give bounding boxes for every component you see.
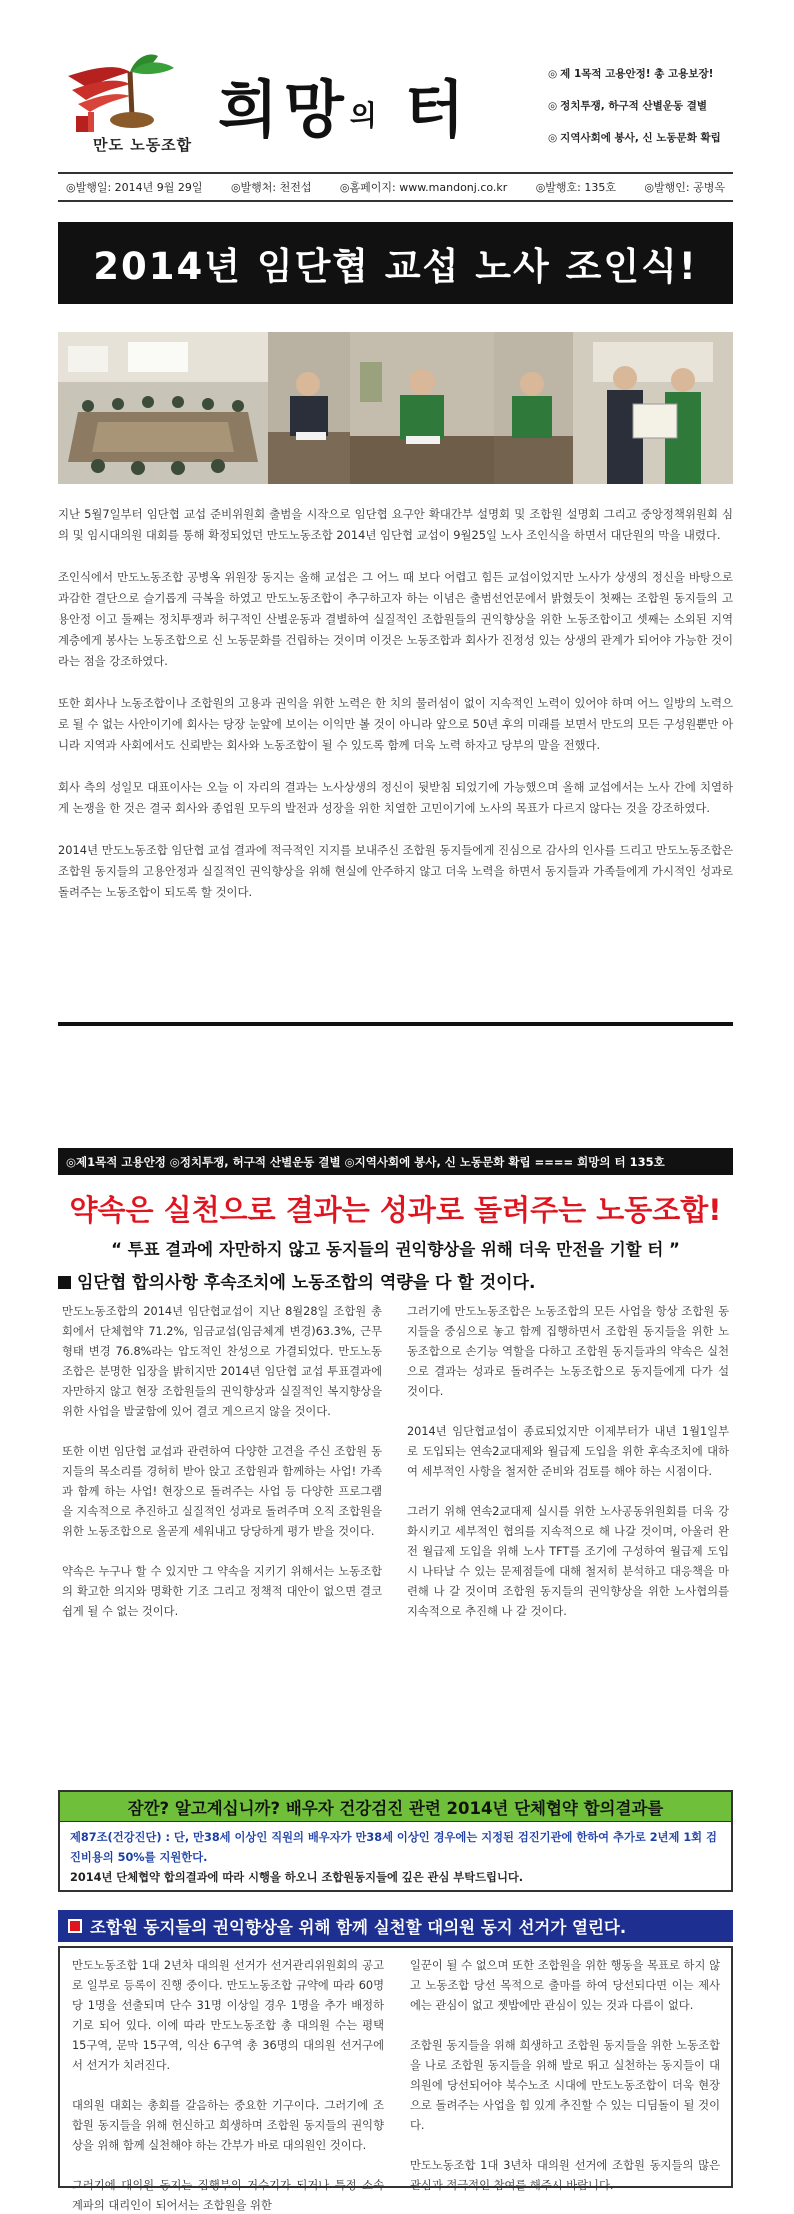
page2-subheadline: “ 투표 결과에 자만하지 않고 동지들의 권익향상을 위해 더욱 만전을 기할 터 ”	[111, 1240, 680, 1259]
motto-item: ◎ 지역사회에 봉사, 신 노동문화 확립	[548, 130, 738, 145]
election-left-column	[72, 1956, 384, 2214]
homepage-link[interactable]: ◎홈페이지: www.mandonj.co.kr	[339, 181, 508, 194]
photo-signing-2	[350, 332, 494, 484]
square-bullet-icon	[58, 1276, 71, 1289]
page1-bottom-rule	[58, 1022, 733, 1026]
photo-signing-3	[494, 332, 573, 484]
page2-top-banner: ◎제1목적 고용안정 ◎정치투쟁, 허구적 산별운동 결별 ◎지역사회에 봉사, 신 노동문화 확립 ==== 희망의 터 135호	[58, 1148, 733, 1175]
article-paragraph: 그러기 위해 연속2교대제 실시를 위한 노사공동위원회를 더욱 강화시키고 세부적인 협의를 지속적으로 해 나갈 것이며, 아울러 완전 월급제 도입을 위해 노사 TFT를 조기에 구성하여 월급제 도입 시 나타날 수 있는 문제점들에 대해 철저히 분석하고 대응책을 마련해 나 갈 것이며 조합원 동지들의 권익향상을 위한 노사협의를 지속적으로 추진해 나 갈 것이다.	[407, 1505, 729, 1618]
article-paragraph: 대의원 대회는 총회를 갈음하는 중요한 기구이다. 그러기에 조합원 동지들을 위해 헌신하고 희생하며 조합원 동지들의 권익향상을 위해 함께 실천해야 하는 간부가 바로 대의원인 것이다.	[72, 2099, 384, 2152]
publication-info-bar	[58, 172, 733, 202]
issue-number: ◎발행호: 135호	[535, 181, 617, 194]
article-paragraph: 그러기에 만도노동조합은 노동조합의 모든 사업을 항상 조합원 동지들을 중심으로 놓고 함께 집행하면서 조합원 동지들을 위한 노동조합으로 손기능 역할을 다하고 조합원 동지들과의 약속은 실천으로 결과는 성과로 돌려주는 노동조합으로 동지들에게 다가 설 것이다.	[407, 1305, 729, 1398]
editor: ◎발행인: 공병옥	[644, 181, 725, 194]
masthead	[58, 38, 733, 160]
election-right-column	[410, 1956, 720, 2214]
election-banner: 조합원 동지들의 권익향상을 위해 함께 실천할 대의원 동지 선거가 열린다.	[58, 1910, 733, 1942]
checkbox-icon	[68, 1919, 82, 1933]
article-paragraph: 2014년 임단협교섭이 종료되었지만 이제부터가 내년 1월1일부로 도입되는 연속2교대제와 월급제 도입을 위한 후속조치에 대하여 세부적인 사항을 철저한 준비와 검토를 해야 하는 시점이다.	[407, 1425, 729, 1478]
photo-signing-1	[268, 332, 350, 484]
page1-article	[58, 504, 733, 924]
page1-headline: 2014년 임단협 교섭 노사 조인식!	[58, 222, 733, 304]
article-left-column	[62, 1302, 382, 1642]
article-paragraph: 회사 측의 성일모 대표이사는 오늘 이 자리의 결과는 노사상생의 정신이 뒷받침 되었기에 가능했으며 올해 교섭에서는 노사 간에 치열하게 논쟁을 한 것은 결국 회사와 종업원 모두의 발전과 성장을 위한 치열한 고민이기에 노사의 목표가 다르지 않다는 것을 강조하였다.	[58, 780, 733, 815]
article-right-column	[407, 1302, 729, 1642]
publisher: ◎발행처: 천전섭	[230, 181, 312, 194]
ceremony-photos	[58, 332, 733, 484]
article-paragraph: 일꾼이 될 수 없으며 또한 조합원을 위한 행동을 목표로 하지 않고 노동조합 당선 목적으로 출마를 하여 당선되다면 이는 제사에는 관심이 없고 젯밥에만 관심이 있는 것과 다름이 없다.	[410, 1959, 720, 2012]
article-paragraph: 만도노동조합의 2014년 임단협교섭이 지난 8월28일 조합원 총회에서 단체협약 71.2%, 임금교섭(임금체계 변경)63.3%, 근무형태 변경 76.8%라는 압도적인 찬성으로 가결되었다. 만도노동조합은 분명한 입장을 밝히지만 2014년 임단협 교섭 투표결과에 자만하지 않고 현장 조합원들의 권익향상과 실질적인 복지향상을 위한 사업을 발굴함에 있어 결코 게으르지 않을 것이다.	[62, 1305, 382, 1418]
newsletter-title: 희망의 터	[218, 73, 471, 146]
notice-clause: 제87조(건강진단) : 단, 만38세 이상인 직원의 배우자가 만38세 이상인 경우에는 지정된 검진기관에 한하여 추가로 2년제 1회 검진비용의 50%를 지원한다.	[70, 1831, 717, 1864]
article-paragraph: 조인식에서 만도노동조합 공병옥 위원장 동지는 올해 교섭은 그 어느 때 보다 어렵고 힘든 교섭이었지만 노사가 상생의 정신을 바탕으로 과감한 결단으로 슬기롭게 극복을 하였고 만도노동조합이 추구하고자 하는 이념은 출범선언문에서 밝혔듯이 첫째는 조합원 동지들의 고용안정 이고 둘째는 정치투쟁과 허구적인 산별운동과 결별하여 실질적인 조합원들의 권익향상을 위한 노동조합이고 셋째는 소외된 지역계층에게 봉사는 노동조합으로 신 노동문화를 건립하는 것이며 이것은 노동조합과 회사가 진정성 있는 상생의 관계가 되어야 가능한 것이라는 점을 강조하였다.	[58, 570, 733, 668]
article-paragraph: 그러기에 대의원 동지는 집행부의 거수기가 되거나 특정 소속 계파의 대리인이 되어서는 조합원을 위한	[72, 2179, 384, 2212]
article-paragraph: 지난 5월7일부터 임단협 교섭 준비위원회 출범을 시작으로 임단협 요구안 확대간부 설명회 및 조합원 설명회 그리고 중앙정책위원회 심의 및 임시대의원 대회를 통해 확정되었던 만도노동조합 2014년 임단협 교섭이 9월25일 노사 조인식을 하면서 대단원의 막을 내렸다.	[58, 507, 733, 542]
notice-title: 잠깐? 알고계십니까? 배우자 건강검진 관련 2014년 단체협약 합의결과를	[60, 1792, 731, 1822]
article-paragraph: 약속은 누구나 할 수 있지만 그 약속을 지키기 위해서는 노동조합의 확고한 의지와 명확한 기조 그리고 정책적 대안이 없으면 결코 쉽게 될 수 없는 것이다.	[62, 1565, 382, 1618]
article-paragraph: 또한 회사나 노동조합이나 조합원의 고용과 권익을 위한 노력은 한 치의 물러섬이 없이 지속적인 노력이 있어야 하며 어느 일방의 노력으로 될 수 없는 사안이기에 회사는 당장 눈앞에 보이는 이익만 볼 것이 아니라 앞으로 50년 후의 미래를 보면서 만도의 모든 구성원뿐만 아니라 지역과 사회에서도 신뢰받는 회사와 노동조합이 될 수 있도록 함께 더욱 노력 하자고 당부의 말을 전했다.	[58, 696, 733, 752]
motto-item: ◎ 제 1목적 고용안정! 총 고용보장!	[548, 66, 738, 81]
article-paragraph: 2014년 만도노동조합 임단협 교섭 결과에 적극적인 지지를 보내주신 조합원 동지들에게 진심으로 감사의 인사를 드리고 만도노동조합은 조합원 동지들의 고용안정과 실질적인 권익향상을 위해 현실에 안주하지 않고 더욱 노력을 하면서 동지들과 가족들에게 가시적인 성과로 돌려주는 노동조합이 되도록 할 것이다.	[58, 843, 733, 899]
publish-date: ◎발행일: 2014년 9월 29일	[66, 181, 203, 194]
health-check-notice	[58, 1790, 733, 1892]
section-title: 임단협 합의사항 후속조치에 노동조합의 역량을 다 할 것이다.	[58, 1268, 733, 1293]
notice-body	[60, 1822, 731, 1894]
motto-item: ◎ 정치투쟁, 하구적 산별운동 결별	[548, 98, 738, 113]
page2-headline: 약속은 실천으로 결과는 성과로 돌려주는 노동조합!	[69, 1193, 722, 1227]
article-paragraph: 조합원 동지들을 위해 희생하고 조합원 동지들을 위한 노동조합을 나로 조합원 동지들을 위해 발로 뛰고 실천하는 동지들이 대의원에 당선되어야 북수노조 시대에 만도노동조합이 더욱 현장으로 돌려주는 사업을 힘 있게 추진할 수 있는 디딤돌이 될 것이다.	[410, 2039, 720, 2132]
photo-handshake	[573, 332, 733, 484]
article-paragraph: 또한 이번 임단협 교섭과 관련하여 다양한 고견을 주신 조합원 동지들의 목소리를 경허히 받아 앉고 조합원과 함께하는 사업! 가족과 함께 하는 사업! 현장으로 돌려주는 사업 등 다양한 프로그램을 지속적으로 추진하고 실질적인 성과로 돌려주며 오직 조합원을 위한 노동조합으로 올곧게 세워내고 당당하게 평가 받을 것이다.	[62, 1445, 382, 1538]
org-name: 만도 노동조합	[93, 136, 193, 154]
election-article-box	[58, 1946, 733, 2212]
article-paragraph: 만도노동조합 1대 2년차 대의원 선거가 선거관리위원회의 공고로 일부로 등록이 진행 중이다. 만도노동조합 규약에 따라 60명당 1명을 선출되며 단수 31명 이상일 경우 1명을 추가 배정하기로 되어 있다. 이에 따라 만도노동조합 총 대의원 수는 평택 15구역, 문막 15구역, 익산 6구역 총 36명의 대의원 선거구에서 선거가 치러진다.	[72, 1959, 384, 2072]
motto-list	[548, 66, 738, 162]
photo-meeting-room	[58, 332, 268, 484]
article-paragraph: 만도노동조합 1대 3년차 대의원 선거에 조합원 동지들의 많은 관심과 적극적인 참여를 해주시 바랍니다.	[410, 2159, 720, 2192]
notice-note: 2014년 단체협약 합의결과에 따라 시행을 하오니 조합원동지들에 깊은 관심 부탁드립니다.	[70, 1871, 524, 1884]
